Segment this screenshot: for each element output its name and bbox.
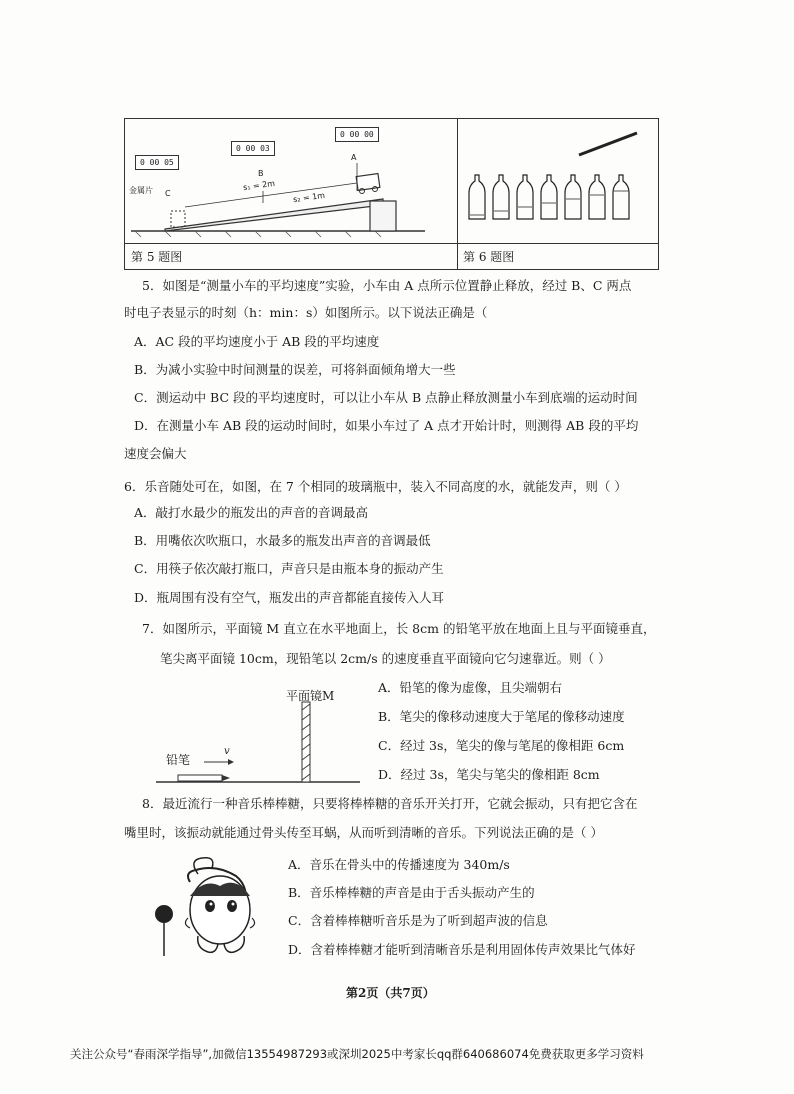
fig6-drawing <box>459 119 658 243</box>
q7-figure <box>150 680 370 790</box>
s1-label: s₁ = 2m <box>242 178 276 193</box>
q7-option-a: A．铅笔的像为虚像，且尖端朝右 <box>378 680 563 695</box>
q6-stem: 6．乐音随处可在，如图，在 7 个相同的玻璃瓶中，装入不同高度的水，就能发声，则（ ） <box>124 479 627 494</box>
point-c-label: C <box>165 189 171 198</box>
q7-stem-line2: 笔尖离平面镜 10cm，现铅笔以 2cm/s 的速度垂直平面镜向它匀速靠近。则（ ） <box>160 651 611 666</box>
figure-divider-horizontal <box>125 243 658 244</box>
q5-stem-line1: 5．如图是“测量小车的平均速度”实验，小车由 A 点所示位置静止释放，经过 B、C 两点 <box>142 278 632 293</box>
q6-option-d: D．瓶周围有没有空气，瓶发出的声音都能直接传入人耳 <box>134 590 445 605</box>
fig6-caption: 第 6 题图 <box>463 250 515 264</box>
q8-option-b: B．音乐棒棒糖的声音是由于舌头振动产生的 <box>288 885 535 900</box>
q8-figure <box>148 852 268 964</box>
point-b-label: B <box>258 169 264 178</box>
figure-table <box>124 118 659 270</box>
q7-stem-line1: 7．如图所示，平面镜 M 直立在水平地面上，长 8cm 的铅笔平放在地面上且与平面镜垂直， <box>142 621 656 636</box>
q8-option-c: C．含着棒棒糖听音乐是为了听到超声波的信息 <box>288 913 548 928</box>
fig5-incline-diagram <box>125 119 457 243</box>
q5-option-d-cont: 速度会偏大 <box>124 446 187 461</box>
fig5-caption: 第 5 题图 <box>131 250 183 264</box>
q5-option-d: D．在测量小车 AB 段的运动时间时，如果小车过了 A 点才开始计时，则测得 AB 段的平均 <box>134 418 639 433</box>
q7-option-b: B．笔尖的像移动速度大于笔尾的像移动速度 <box>378 709 625 724</box>
timer-b-display: 0 00 03 <box>231 141 275 156</box>
velocity-label: v <box>224 746 230 757</box>
q6-option-b: B．用嘴依次吹瓶口，水最多的瓶发出声音的音调最低 <box>134 533 431 548</box>
lollipop-child-illustration <box>148 852 268 964</box>
q6-option-a: A．敲打水最少的瓶发出的声音的音调最高 <box>134 505 369 520</box>
q6-option-c: C．用筷子依次敲打瓶口，声音只是由瓶本身的振动产生 <box>134 561 444 576</box>
q8-option-d: D．含着棒棒糖才能听到清晰音乐是利用固体传声效果比气体好 <box>288 942 636 957</box>
q7-option-c: C．经过 3s，笔尖的像与笔尾的像相距 6cm <box>378 738 625 753</box>
q8-stem-line2: 嘴里时，该振动就能通过骨头传至耳蜗，从而听到清晰的音乐。下列说法正确的是（ ） <box>124 825 603 840</box>
q5-option-b: B．为减小实验中时间测量的误差，可将斜面倾角增大一些 <box>134 362 456 377</box>
q5-option-a: A．AC 段的平均速度小于 AB 段的平均速度 <box>134 334 380 349</box>
q8-option-a: A．音乐在骨头中的传播速度为 340m/s <box>288 857 510 872</box>
q7-mirror-diagram <box>150 680 370 790</box>
fig6-bottles-diagram <box>459 119 658 243</box>
q5-stem-line2: 时电子表显示的时刻（h：min：s）如图所示。以下说法正确是（ <box>124 305 488 320</box>
figure-divider-vertical <box>457 119 458 269</box>
pencil-label: 铅笔 <box>166 753 191 767</box>
q8-stem-line1: 8．最近流行一种音乐棒棒糖，只要将棒棒糖的音乐开关打开，它就会振动，只有把它含在 <box>142 796 638 811</box>
timer-c-display: 0 00 05 <box>135 155 179 170</box>
point-a-label: A <box>351 153 357 162</box>
q7-option-d: D．经过 3s，笔尖与笔尖的像相距 8cm <box>378 767 600 782</box>
page-number: 第2页（共7页） <box>346 986 435 1000</box>
timer-a-display: 0 00 00 <box>335 127 379 142</box>
footer-note: 关注公众号“春雨深学指导”,加微信13554987293或深圳2025中考家长qq群640686074免费获取更多学习资料 <box>70 1047 644 1061</box>
q5-option-c: C．测运动中 BC 段的平均速度时，可以让小车从 B 点静止释放测量小车到底端的运动时间 <box>134 390 638 405</box>
s2-label: s₂ = 1m <box>292 190 326 205</box>
metal-plate-label: 金属片 <box>129 186 153 195</box>
fig5-drawing <box>125 119 457 243</box>
mirror-label: 平面镜M <box>286 689 335 703</box>
